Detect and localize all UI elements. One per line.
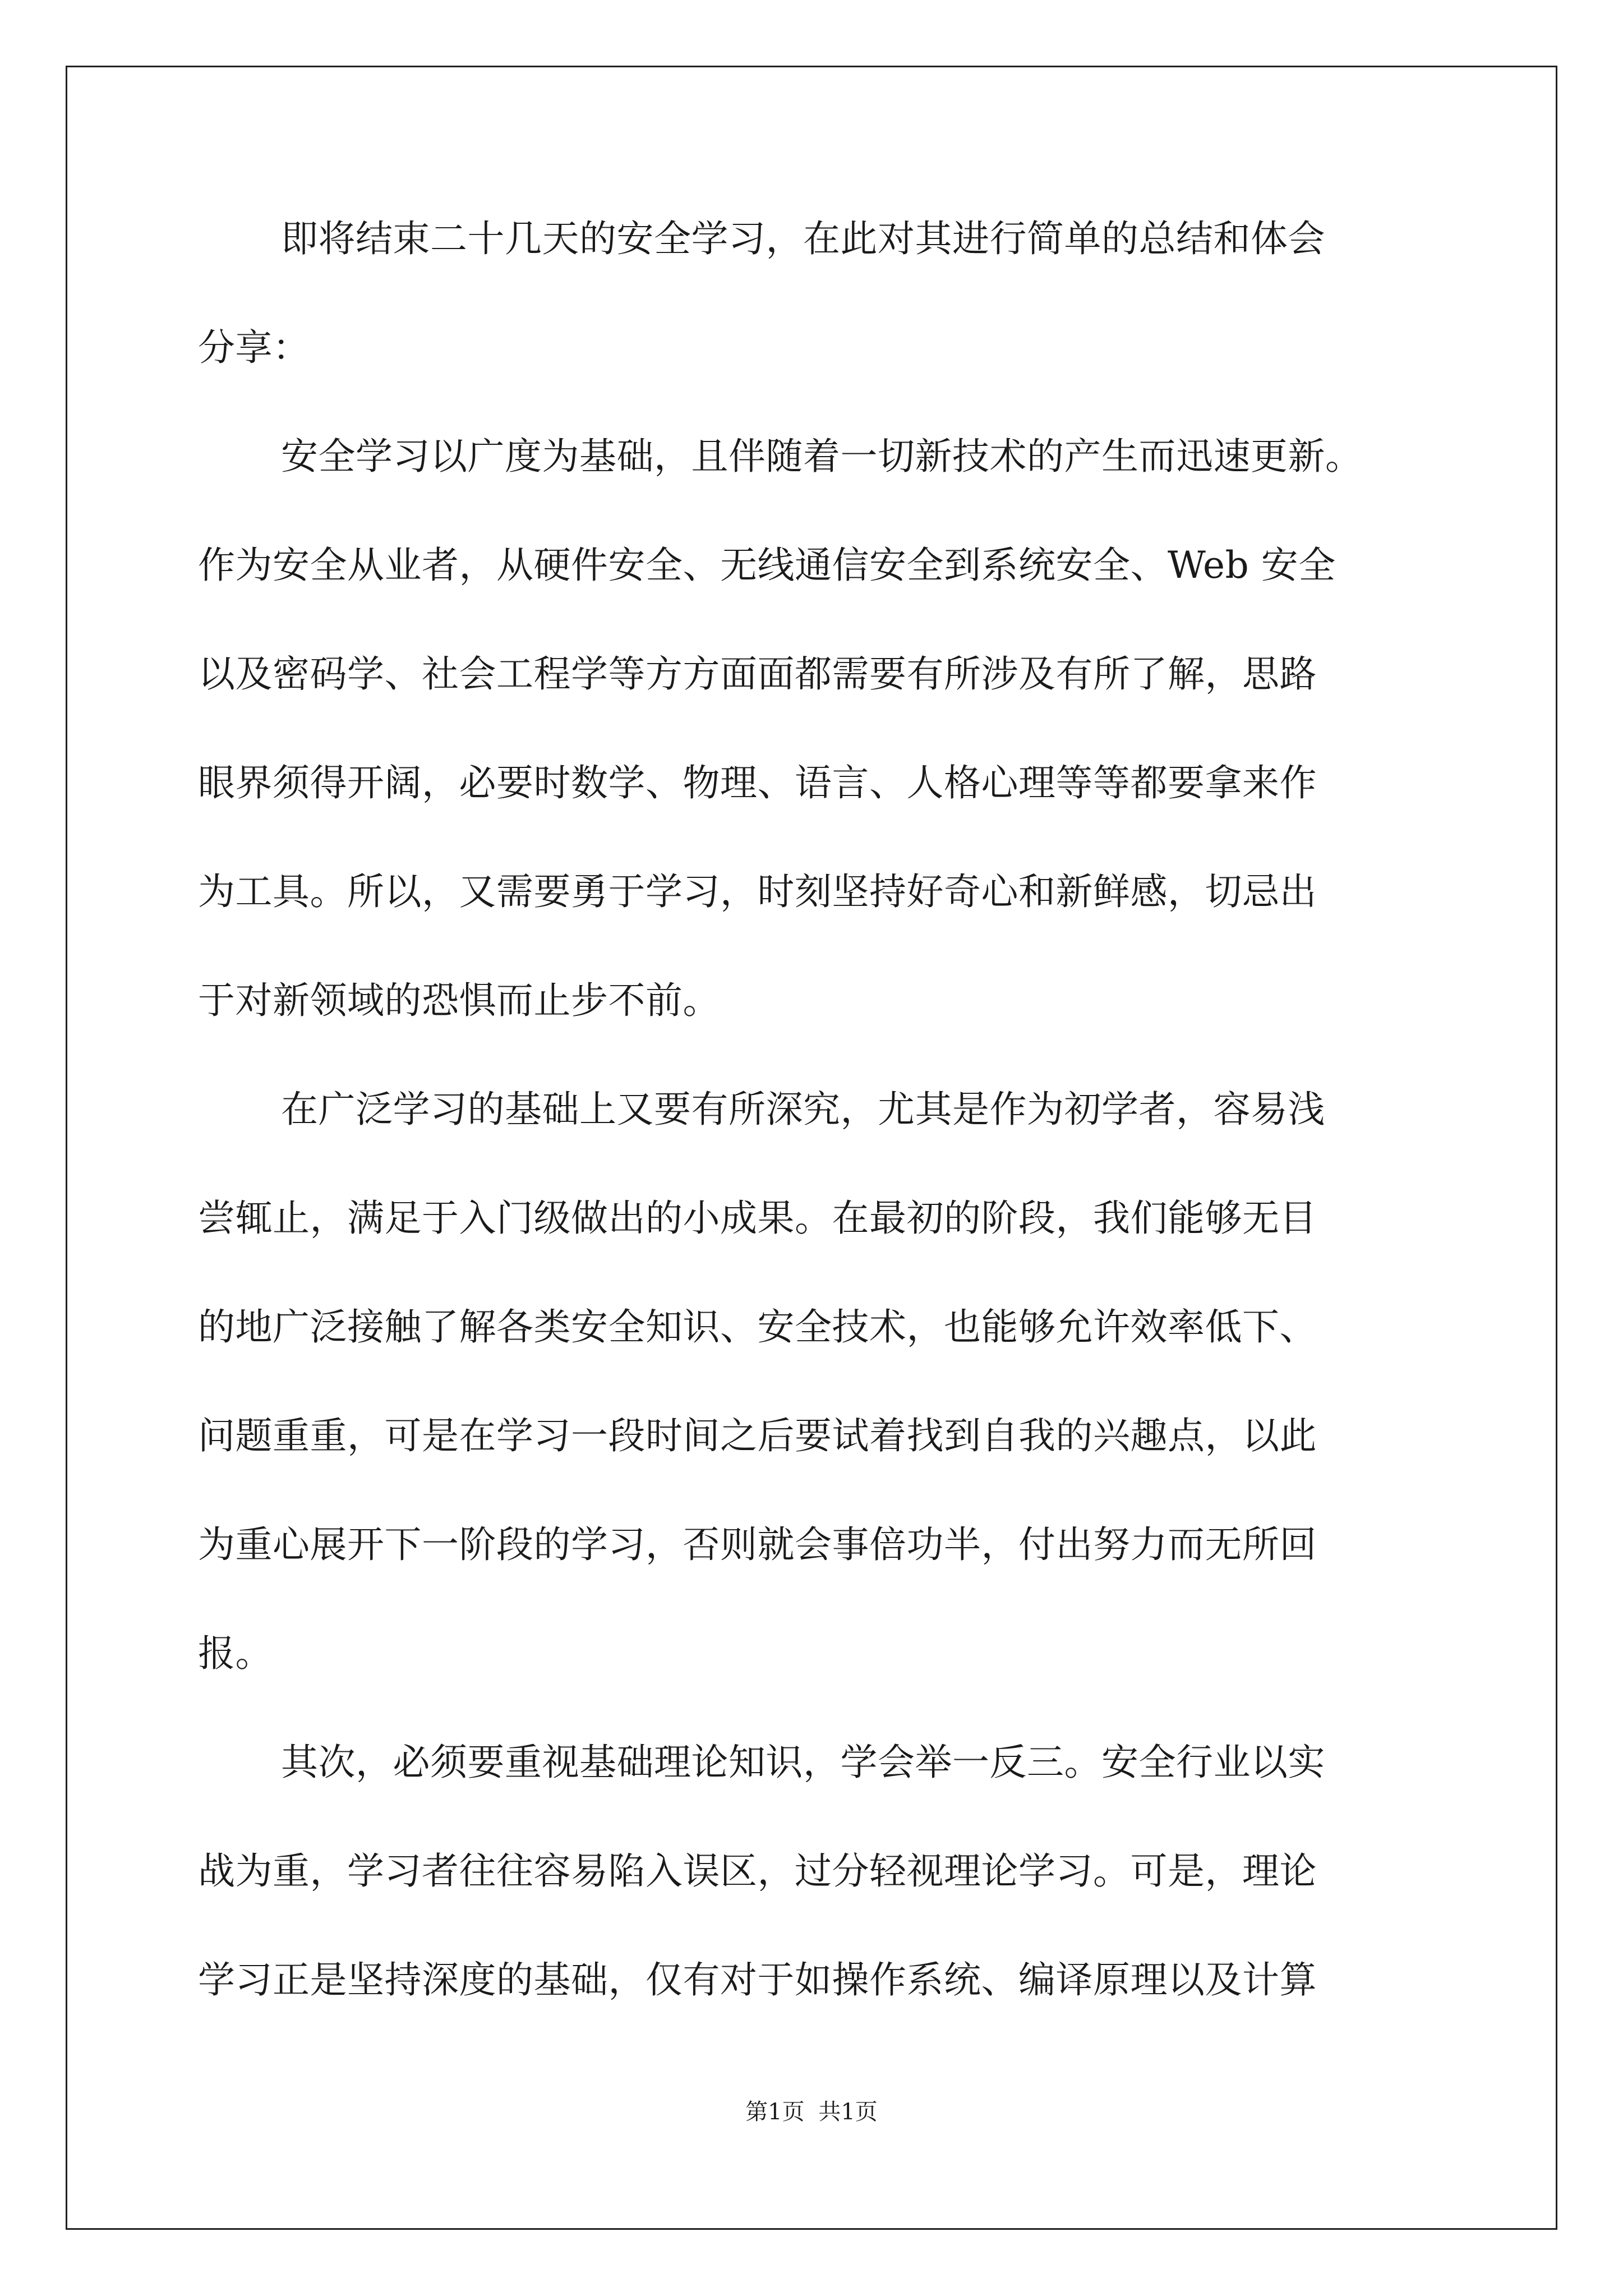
text-line-4: 作为安全从业者，从硬件安全、无线通信安全到系统安全、Web 安全 — [198, 544, 1336, 587]
text-line-2: 分享： — [198, 326, 310, 369]
text-line-13: 为重心展开下一阶段的学习，否则就会事倍功半，付出努力而无所回 — [198, 1523, 1317, 1566]
text-line-3: 安全学习以广度为基础，且伴随着一切新技术的产生而迅速更新。 — [281, 435, 1363, 478]
text-line-7: 为工具。所以，又需要勇于学习，时刻坚持好奇心和新鲜感，切忌出 — [198, 870, 1317, 913]
page-border — [66, 66, 1557, 2230]
text-line-11: 的地广泛接触了解各类安全知识、安全技术，也能够允许效率低下、 — [198, 1305, 1317, 1349]
text-line-5: 以及密码学、社会工程学等方方面面都需要有所涉及有所了解，思路 — [198, 652, 1317, 696]
page-footer: 第1页 共1页 — [745, 2099, 878, 2125]
text-line-1: 即将结束二十几天的安全学习，在此对其进行简单的总结和体会 — [281, 217, 1325, 260]
text-line-10: 尝辄止，满足于入门级做出的小成果。在最初的阶段，我们能够无目 — [198, 1197, 1317, 1240]
text-line-12: 问题重重，可是在学习一段时间之后要试着找到自我的兴趣点，以此 — [198, 1414, 1317, 1457]
text-line-16: 战为重，学习者往往容易陷入误区，过分轻视理论学习。可是，理论 — [198, 1849, 1317, 1893]
text-line-14: 报。 — [198, 1632, 273, 1675]
text-line-8: 于对新领域的恐惧而止步不前。 — [198, 979, 720, 1022]
text-line-15: 其次，必须要重视基础理论知识，学会举一反三。安全行业以实 — [281, 1741, 1325, 1784]
text-line-9: 在广泛学习的基础上又要有所深究，尤其是作为初学者，容易浅 — [281, 1088, 1325, 1131]
text-line-17: 学习正是坚持深度的基础，仅有对于如操作系统、编译原理以及计算 — [198, 1958, 1317, 2001]
text-line-6: 眼界须得开阔，必要时数学、物理、语言、人格心理等等都要拿来作 — [198, 761, 1317, 804]
